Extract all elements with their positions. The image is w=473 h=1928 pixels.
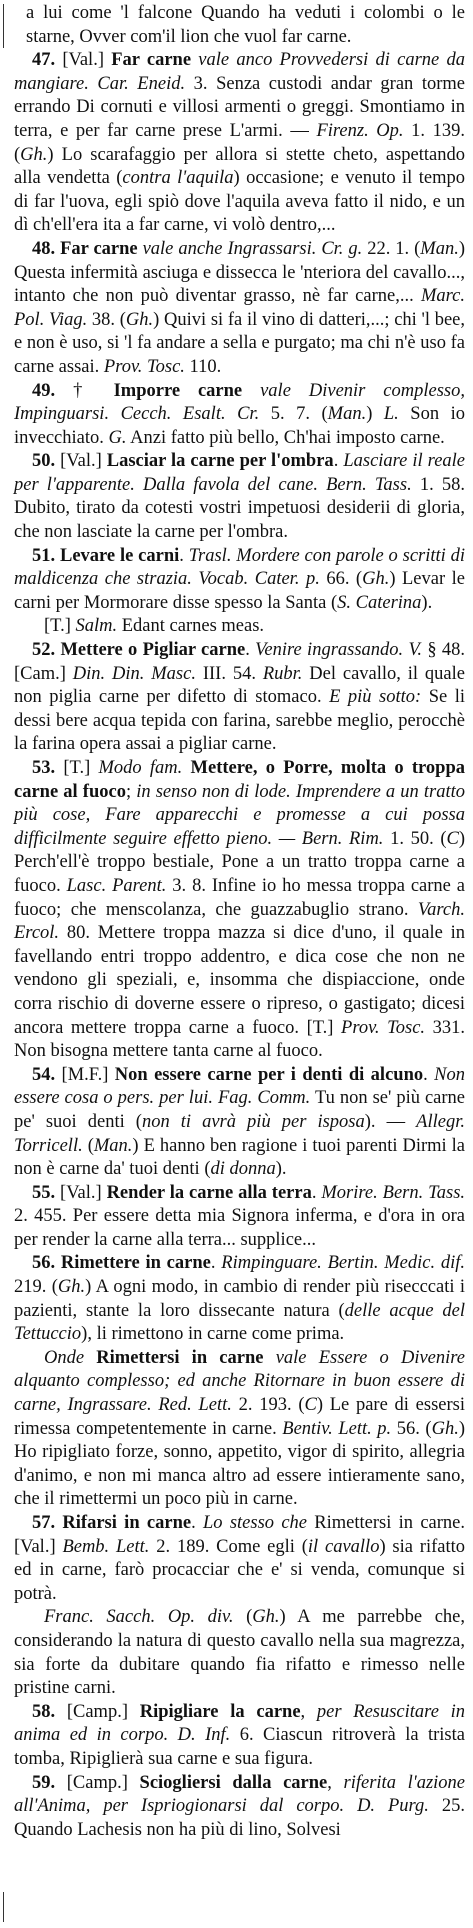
- entry-number: 49.: [32, 380, 56, 401]
- italic-text: Firenz. Op.: [316, 120, 404, 141]
- headword: Rifarsi in carne: [62, 1513, 192, 1533]
- entry-text: Edant carnes meas.: [117, 616, 265, 637]
- entry-text: †: [55, 380, 114, 401]
- entry-text: (: [82, 1135, 94, 1156]
- entry-text: ) A ogni modo, in cambio di render più risecccati i pazienti, stante la loro dissecante natura (: [14, 1277, 465, 1321]
- entry-text: .: [311, 1182, 322, 1203]
- italic-text: Varch. Ercol.: [14, 899, 465, 944]
- entry-number: 57.: [32, 1513, 56, 1533]
- italic-text: per Resuscitare in anima ed in corpo. D. Inf.: [14, 1701, 466, 1746]
- italic-text: in senso non di lode. Imprendere a un tratto più cose, Fare apparecchi e promesse a cui possa difficilmente seguire effetto pieno. — Bern. Rim.: [14, 781, 465, 849]
- entry-text: ) Ho ripigliato forze, sonno, appetito, vigor di spirito, allegria d'animo, e non mi manca altro ad essere intieramente sano, che il rimettermi un poco più in carne.: [14, 1418, 465, 1510]
- headword: Rimettere in carne: [60, 1253, 211, 1274]
- italic-text: vale anche Ingrassarsi. Cr. g.: [137, 238, 363, 259]
- entry-56: [14, 1252, 465, 1346]
- entry-text: 110.: [184, 356, 222, 377]
- entry-text: 38. (: [87, 309, 126, 330]
- entry-59: [14, 1772, 465, 1843]
- entry-text: ) Perch'ell'è troppo bestiale, Pone a un tratto troppa carne a fuoco.: [14, 828, 465, 896]
- entry-text: ): [366, 404, 384, 425]
- italic-text: Lasc. Parent.: [66, 875, 167, 896]
- entry-text: 2. 455. Per essere detta mia Signora inferma, e d'ora in ora per render la carne alla terra... supplice...: [14, 1206, 465, 1250]
- headword: Far carne: [60, 238, 138, 259]
- entry-number: 47.: [32, 50, 56, 71]
- italic-text: Prov. Tosc.: [103, 356, 185, 377]
- entry-text: Tu non se' più carne pe' suoi denti (: [14, 1088, 465, 1132]
- italic-text: Man.: [327, 404, 367, 425]
- entry-text: ).: [275, 1159, 287, 1180]
- entry-text: 2. 193. (: [231, 1395, 305, 1416]
- margin-rule: [3, 4, 4, 48]
- entry-number: 50.: [32, 451, 56, 472]
- italic-text: Onde: [44, 1347, 85, 1368]
- entry-50: [14, 450, 465, 544]
- entry-text: [182, 758, 190, 778]
- italic-text: E più sotto:: [329, 687, 422, 708]
- italic-text: Lasciare il reale per l'apparente. Dalla favola del cane. Bern. Tass.: [14, 451, 466, 495]
- headword: Lasciar la carne per l'ombra: [106, 451, 334, 472]
- entry-57: [14, 1512, 465, 1606]
- entry-text: ) E hanno ben ragione i tuoi parenti Dirmi la non è carne da' tuoi denti (: [14, 1135, 465, 1180]
- entry-text: [T.]: [44, 616, 76, 637]
- entry-text: ). —: [364, 1111, 417, 1132]
- entry-intro: [14, 2, 465, 49]
- entry-text: 1. 139. (: [14, 120, 465, 165]
- entry-text: .: [179, 545, 189, 566]
- italic-text: Man.: [93, 1135, 133, 1156]
- entry-49: [14, 380, 465, 451]
- entry-number: 56.: [32, 1253, 56, 1274]
- italic-text: Franc. Sacch. Op. div.: [44, 1607, 234, 1628]
- italic-text: Gh.: [125, 309, 154, 330]
- italic-text: il cavallo: [307, 1536, 380, 1557]
- entry-text: [T.]: [55, 758, 99, 778]
- entry-55: [14, 1182, 465, 1253]
- italic-text: di donna: [210, 1159, 276, 1180]
- italic-text: Trasl. Mordere con parole o scritti di maldicenza che strazia. Vocab. Cater. p.: [14, 545, 466, 590]
- entry-text: [Camp.]: [55, 1701, 140, 1722]
- entry-number: 53.: [32, 758, 56, 778]
- entry-text: Se li dessi bere acqua tepida con farina, sarebbe meglio, perocchè la farina opera assai a pigliar carne.: [14, 687, 465, 755]
- italic-text: Morire. Bern. Tass.: [321, 1182, 466, 1203]
- headword: Ripigliare la carne: [139, 1701, 301, 1722]
- entry-text: ) A me parrebbe che, considerando la natura di questo cavallo nella sua magrezza, sia forte da dubitare quando fia rifatto e rimesso nelle pristine carni.: [14, 1607, 465, 1699]
- italic-text: riferita l'azione all'Anima, per Ispriogionarsi dal corpo. D. Purg.: [14, 1772, 465, 1817]
- headword: Far carne: [111, 50, 192, 71]
- entry-52: [14, 639, 465, 757]
- entry-text: ,: [300, 1701, 317, 1722]
- italic-text: Gh.: [362, 569, 390, 590]
- entry-number: 51.: [32, 545, 56, 566]
- entry-number: 48.: [32, 238, 56, 259]
- headword: Sciogliersi dalla carne: [139, 1772, 328, 1793]
- italic-text: Bemb. Lett.: [62, 1536, 150, 1557]
- italic-text: Rubr.: [262, 663, 303, 684]
- entry-text: [84, 1348, 96, 1368]
- entry-48: [14, 238, 465, 380]
- headword: Mettere, o Porre, molta o troppa carne al fuoco: [14, 758, 465, 802]
- entry-57b: [14, 1606, 465, 1700]
- italic-text: Gh.: [431, 1418, 459, 1439]
- italic-text: Allegr. Torricell.: [14, 1111, 465, 1156]
- entry-56b: [14, 1347, 465, 1512]
- italic-text: Lo stesso che: [203, 1513, 307, 1533]
- entry-text: 3. Senza custodi andar gran torme errando Di cornuti e villosi armenti o greggi. Smontiamo in terra, e per far carne prese L'armi. —: [14, 73, 465, 141]
- italic-text: Din. Din. Masc.: [72, 663, 196, 684]
- entry-text: 66. (: [319, 569, 363, 590]
- entry-text: ;: [125, 781, 137, 802]
- entry-text: .: [245, 640, 256, 661]
- entry-text: ) Lo scarafaggio per allora si stette cheto, aspettando alla vendetta (: [14, 144, 465, 189]
- italic-text: Gh.: [252, 1607, 280, 1628]
- entry-text: 25. Quando Lachesis non ha più di lino, Solvesi: [14, 1796, 465, 1840]
- entry-text: [Camp.]: [55, 1772, 140, 1793]
- entry-text: [M.F.]: [55, 1064, 115, 1085]
- entry-text: .: [210, 1253, 222, 1274]
- entry-text: 6. Ciascun ritroverà la trista tomba, Ripiglierà sua carne e sua figura.: [14, 1725, 465, 1769]
- entry-text: [Val.]: [55, 451, 107, 472]
- entry-text: Del cavallo, il quale non piglia carne per difetto di stomaco.: [14, 663, 465, 708]
- entry-text: (: [233, 1607, 253, 1628]
- margin-rule-bottom: [3, 1892, 4, 1922]
- entry-53: [14, 757, 465, 1064]
- entry-text: ) Quivi si fa il vino di datteri,...; chi 'l bee, e non è uso, si 'l fa andare a sella e purgato; ma chi n'è uso fa carne assai.: [14, 309, 465, 377]
- italic-text: S. Caterina: [337, 592, 422, 613]
- entry-text: ).: [421, 592, 433, 613]
- italic-text: Non essere cosa o pers. per lui. Fag. Comm.: [14, 1064, 466, 1109]
- headword: Mettere o Pigliar carne: [60, 640, 246, 661]
- entry-text: [Val.]: [55, 50, 112, 71]
- entry-text: .: [191, 1513, 203, 1533]
- entry-51: [14, 545, 465, 616]
- italic-text: vale anco Provvedersi di carne da mangiare. Car. Eneid.: [14, 50, 465, 94]
- entry-text: a lui come 'l falcone Quando ha veduti i colombi o le starne, Ovver com'il lion che vuol far carne.: [26, 3, 465, 47]
- entry-number: 54.: [32, 1064, 56, 1085]
- italic-text: Salm.: [75, 616, 118, 637]
- headword: Levare le carni: [59, 545, 180, 566]
- entry-text: ), li rimettono in carne come prima.: [81, 1324, 345, 1345]
- italic-text: L.: [383, 404, 399, 425]
- entry-text: ) Questa infermità asciuga e dissecca le 'nteriora del cavallo..., intanto che non può diventar grasso, nè far carne,...: [14, 238, 465, 307]
- entry-number: 59.: [32, 1772, 56, 1793]
- entry-text: 219. (: [14, 1277, 58, 1298]
- headword: Render la carne alla terra: [106, 1182, 312, 1203]
- entry-text: Anzi fatto più bello, Ch'hai imposto carne.: [126, 427, 445, 448]
- entry-number: 52.: [32, 640, 56, 661]
- italic-text: Marc. Pol. Viag.: [14, 286, 465, 330]
- italic-text: Prov. Tosc.: [341, 1017, 426, 1038]
- italic-text: Venire ingrassando. V.: [255, 640, 423, 661]
- headword: Imporre carne: [113, 380, 243, 401]
- italic-text: vale Divenir complesso, Impinguarsi. Cecch. Esalt. Cr.: [14, 380, 466, 425]
- italic-text: C: [446, 828, 459, 849]
- entry-text: ) Le pare di essersi rimessa competentemente in carne.: [14, 1395, 465, 1439]
- italic-text: G.: [108, 427, 127, 448]
- entry-text: .: [333, 451, 344, 472]
- entry-text: 1. 58. Dubito, tirato da cotesti vostri impetuosi desiderii di gloria, che non lasciate la carne per l'ombra.: [14, 474, 466, 543]
- entry-58: [14, 1701, 465, 1772]
- italic-text: Modo fam.: [98, 758, 183, 778]
- italic-text: delle acque del Tettuccio: [14, 1300, 465, 1345]
- entry-number: 58.: [32, 1701, 56, 1722]
- entry-text: ) occasione; e venuto il tempo di far l'uova, egli spiò dove l'aquila aveva fatto il nido, e un dì ch'ell'era ita a far carne, vi volò dentro,...: [14, 168, 465, 236]
- entry-47: [14, 49, 465, 238]
- entry-text: 3. 8. Infine io ho messa troppa carne a fuoco; che menscolanza, che guazzabuglio strano.: [14, 875, 465, 920]
- italic-text: contra l'aquila: [122, 168, 234, 189]
- italic-text: non ti avrà più per isposa: [141, 1111, 365, 1132]
- entry-text: 331. Non bisogna mettere tanta carne al fuoco.: [14, 1017, 465, 1062]
- entry-51b: [14, 615, 465, 639]
- entry-54: [14, 1064, 465, 1182]
- italic-text: Gh.: [20, 144, 48, 165]
- entry-text: .: [423, 1064, 435, 1085]
- entry-text: 22. 1. (: [362, 238, 421, 259]
- entry-text: 1. 50. (: [383, 828, 447, 849]
- italic-text: Rimpinguare. Bertin. Medic. dif.: [221, 1253, 466, 1274]
- entry-text: 56. (: [391, 1418, 432, 1439]
- entry-text: Son io invecchiato.: [14, 404, 465, 448]
- entry-number: 55.: [32, 1182, 56, 1203]
- entry-text: [263, 1348, 275, 1368]
- italic-text: C: [304, 1395, 317, 1416]
- italic-text: Man.: [420, 238, 459, 259]
- entry-text: 80. Mettere troppa mazza si dice d'uno, il quale in favellando entri troppo addentro, e dica cose che non ne vendono gli speziali, e, insomma che dispiaccione, onde corra rischio di doverne essere o ripreso, o gastigato; dicesi ancora mettere troppa carne a fuoco. [T.]: [14, 923, 465, 1038]
- italic-text: Gh.: [57, 1277, 86, 1298]
- headword: Rimettersi in carne: [96, 1347, 264, 1368]
- italic-text: vale Essere o Divenire alquanto complesso; ed anche Ritornare in buon essere di carne, Ingrassare. Red. Lett.: [14, 1347, 466, 1416]
- entry-text: [Val.]: [55, 1182, 107, 1203]
- entry-text: § 48. [Cam.]: [14, 640, 466, 684]
- italic-text: Bentiv. Lett. p.: [282, 1418, 392, 1439]
- entry-text: 2. 189. Come egli (: [149, 1536, 308, 1557]
- entry-text: Rimettersi in carne. [Val.]: [14, 1513, 466, 1557]
- entry-text: 5. 7. (: [259, 404, 328, 425]
- entry-text: ) sia rifatto ed in carne, farò procacciar che e' si venda, comunque si potrà.: [14, 1536, 466, 1604]
- entry-text: III. 54.: [195, 663, 263, 684]
- headword: Non essere carne per i denti di alcuno: [114, 1064, 424, 1085]
- entry-text: ,: [327, 1772, 344, 1793]
- entry-text: ) Levar le carni per Mormorare disse spesso la Santa (: [14, 569, 465, 613]
